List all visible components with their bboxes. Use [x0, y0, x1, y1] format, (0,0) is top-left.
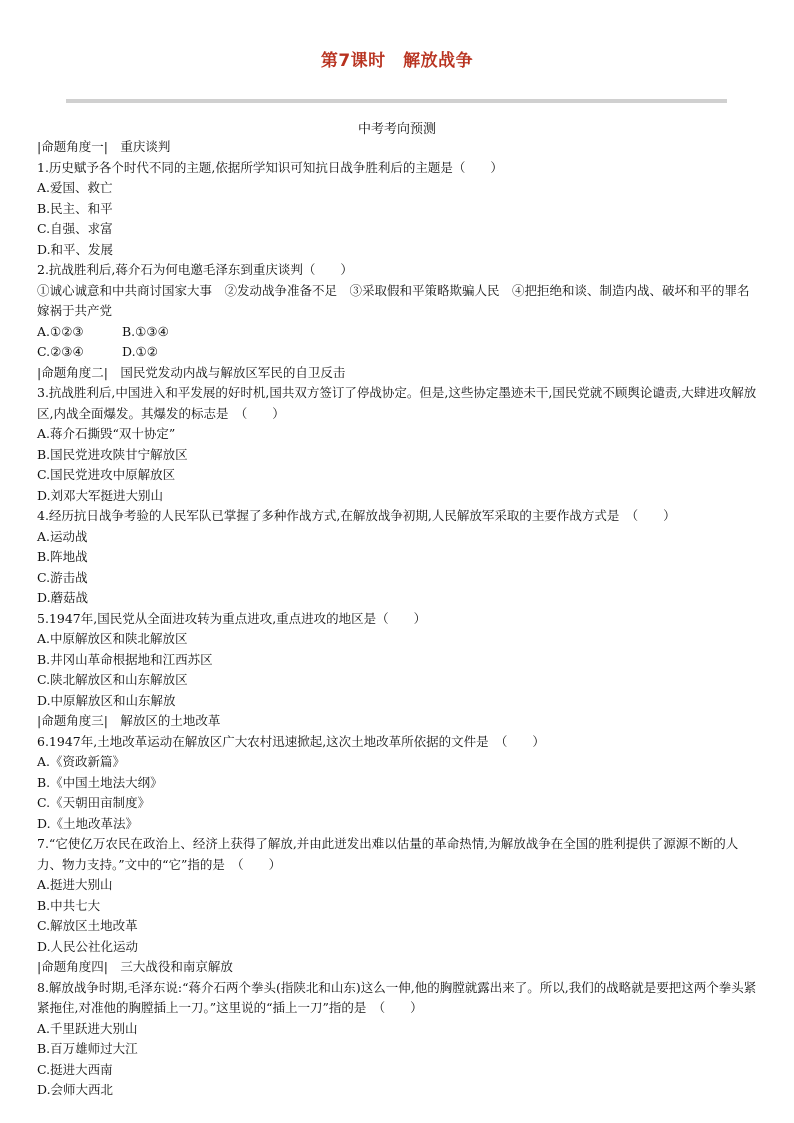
- angle-heading-3: |命题角度三| 解放区的土地改革: [37, 713, 221, 728]
- question-4-option-b: B.阵地战: [37, 549, 88, 564]
- angle-heading-1: |命题角度一| 重庆谈判: [37, 139, 171, 154]
- question-8-option-d: D.会师大西北: [37, 1082, 114, 1097]
- question-2-options-ab: [37, 322, 761, 343]
- question-1-stem: 1.历史赋予各个时代不同的主题,依据所学知识可知抗日战争胜利后的主题是（ ）: [37, 159, 503, 175]
- angle-heading-4: |命题角度四| 三大战役和南京解放: [37, 959, 233, 974]
- question-5-option-d: D.中原解放区和山东解放: [37, 692, 176, 708]
- question-2-options-cd: [37, 342, 761, 363]
- question-1-option-c: C.自强、求富: [37, 221, 113, 236]
- question-1-option-b: B.民主、和平: [37, 200, 113, 216]
- question-4-option-a: A.运动战: [37, 528, 88, 544]
- question-5-option-b: B.井冈山革命根据地和江西苏区: [37, 651, 213, 667]
- question-7-option-a: A.挺进大别山: [37, 877, 113, 892]
- question-4-stem: 4.经历抗日战争考验的人民军队已掌握了多种作战方式,在解放战争初期,人民解放军采取的主要作战方式是 （ ）: [37, 508, 676, 523]
- question-3-option-a: A.蒋介石撕毁“双十协定”: [37, 426, 176, 441]
- question-6-option-c: C.《天朝田亩制度》: [37, 795, 151, 810]
- question-6-stem: 6.1947年,土地改革运动在解放区广大农村迅速掀起,这次土地改革所依据的文件是 （ ）: [37, 733, 545, 749]
- question-list: [37, 137, 761, 1101]
- question-8-stem: 8.解放战争时期,毛泽东说:“蒋介石两个拳头(指陕北和山东)这么一伸,他的胸膛就露出来了。所以,我们的战略就是要把这两个拳头紧紧拖住,对准他的胸膛插上一刀。”这里说的“插上一刀”指的是 （ ）: [37, 979, 757, 1015]
- question-7-stem: 7.“它使亿万农民在政治上、经济上获得了解放,并由此迸发出难以估量的革命热情,为解放战争在全国的胜利提供了源源不断的人力、物力支持。”文中的“它”指的是 （ ）: [37, 836, 739, 872]
- question-2-option-b: B.①③④: [122, 323, 169, 339]
- question-3-stem: 3.抗战胜利后,中国进入和平发展的好时机,国共双方签订了停战协定。但是,这些协定墨迹未干,国民党就不顾舆论谴责,大肆进攻解放区,内战全面爆发。其爆发的标志是 （ ）: [37, 385, 757, 421]
- question-5-option-c: C.陕北解放区和山东解放区: [37, 672, 188, 687]
- question-7-option-d: D.人民公社化运动: [37, 938, 139, 954]
- question-6-option-d: D.《土地改革法》: [37, 815, 139, 831]
- question-7-option-c: C.解放区土地改革: [37, 918, 138, 933]
- question-4-option-c: C.游击战: [37, 569, 88, 585]
- question-8-option-b: B.百万雄师过大江: [37, 1041, 138, 1056]
- question-8-option-a: A.千里跃进大别山: [37, 1020, 138, 1036]
- question-5-option-a: A.中原解放区和陕北解放区: [37, 631, 188, 646]
- question-1-option-a: A.爱国、救亡: [37, 180, 113, 195]
- question-3-option-c: C.国民党进攻中原解放区: [37, 467, 176, 482]
- question-2-option-d: D.①②: [122, 344, 158, 359]
- question-1-option-d: D.和平、发展: [37, 241, 114, 257]
- question-8-option-c: C.挺进大西南: [37, 1061, 113, 1077]
- page-title: 第7课时 解放战争: [320, 51, 474, 71]
- question-3-option-b: B.国民党进攻陕甘宁解放区: [37, 446, 188, 462]
- question-4-option-d: D.蘑菇战: [37, 590, 89, 605]
- section-subtitle: 中考考向预测: [357, 122, 436, 137]
- question-2-option-c: C.②③④: [37, 344, 84, 359]
- title-divider: [66, 99, 727, 103]
- question-2-option-a: A.①②③: [37, 323, 84, 339]
- question-6-option-a: A.《资政新篇》: [37, 754, 126, 769]
- question-7-option-b: B.中共七大: [37, 897, 101, 913]
- question-2-stem: 2.抗战胜利后,蒋介石为何电邀毛泽东到重庆谈判（ ）: [37, 262, 353, 277]
- question-6-option-b: B.《中国土地法大纲》: [37, 774, 163, 790]
- question-3-option-d: D.刘邓大军挺进大别山: [37, 487, 164, 503]
- angle-heading-2: |命题角度二| 国民党发动内战与解放区军民的自卫反击: [37, 364, 346, 380]
- question-2-statements: ①诚心诚意和中共商讨国家大事 ②发动战争准备不足 ③采取假和平策略欺骗人民 ④把拒绝和谈、制造内战、破坏和平的罪名嫁祸于共产党: [37, 282, 750, 318]
- question-5-stem: 5.1947年,国民党从全面进攻转为重点进攻,重点进攻的地区是（ ）: [37, 610, 427, 626]
